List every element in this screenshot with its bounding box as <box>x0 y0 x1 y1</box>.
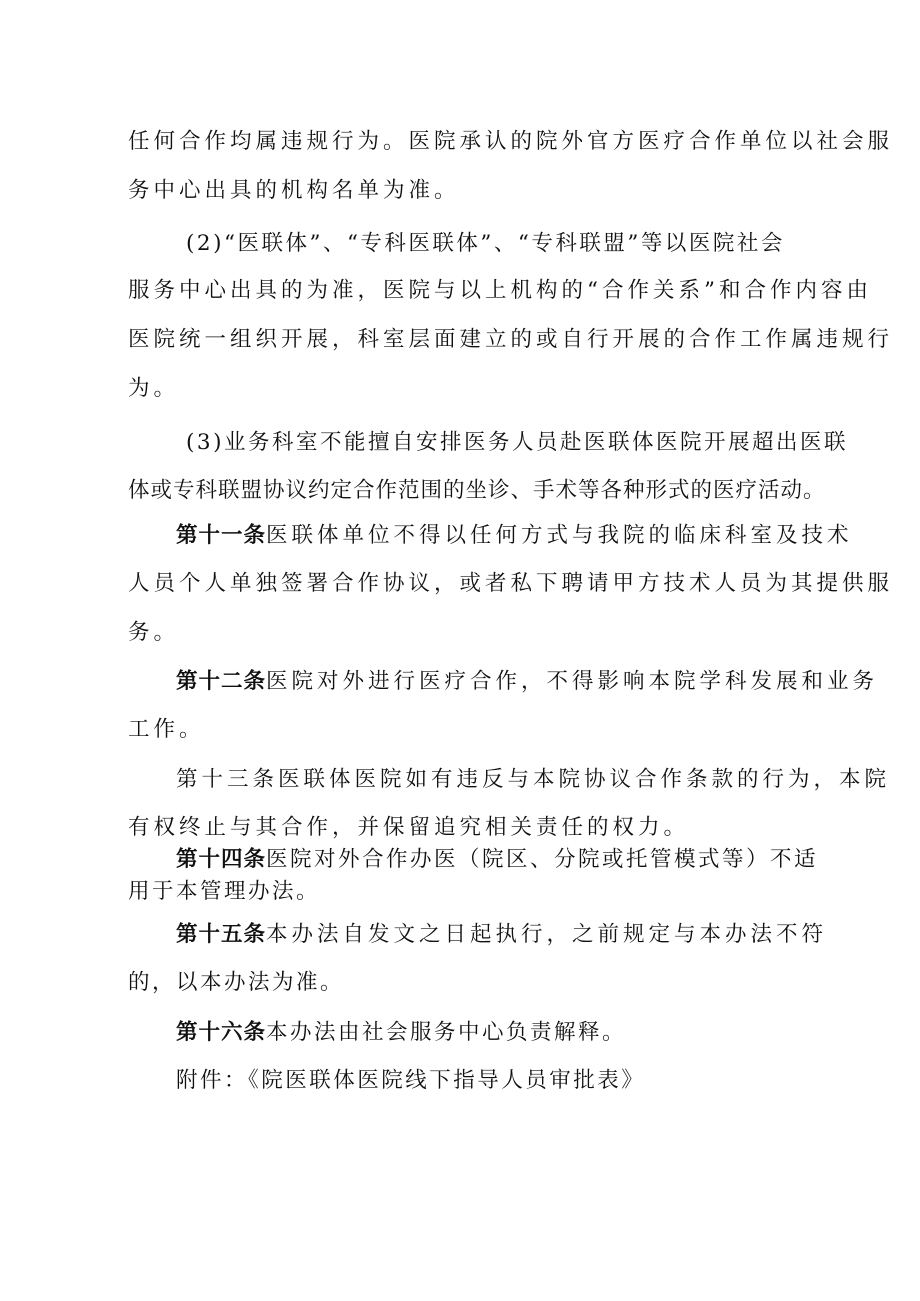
article-11-line <box>176 522 853 550</box>
article-text: 医院对外进行医疗合作，不得影响本院学科发展和业务 <box>266 669 879 694</box>
article-16-line <box>176 1019 626 1047</box>
paragraph-line: 为。 <box>128 376 180 401</box>
paragraph-line: 用于本管理办法。 <box>128 879 321 904</box>
attachment-note: 附件：《院医联体医院线下指导人员审批表》 <box>176 1068 646 1093</box>
paragraph-line: (2)“医联体”、“专科医联体”、“专科联盟”等以医院社会 <box>186 231 785 256</box>
article-text: 本办法自发文之日起执行，之前规定与本办法不符 <box>266 922 828 947</box>
paragraph-line: 体或专科联盟协议约定合作范围的坐诊、手术等各种形式的医疗活动。 <box>128 478 826 503</box>
paragraph-line: 服务中心出具的为准，医院与以上机构的“合作关系”和合作内容由 <box>128 278 872 303</box>
article-text: 本办法由社会服务中心负责解释。 <box>266 1020 627 1045</box>
article-title: 第十五条 <box>176 922 267 947</box>
article-text: 医联体单位不得以任何方式与我院的临床科室及技术 <box>266 523 853 548</box>
article-title: 第十二条 <box>176 669 267 694</box>
paragraph-line: (3)业务科室不能擅自安排医务人员赴医联体医院开展超出医联 <box>186 430 848 455</box>
article-14-line <box>176 846 818 874</box>
paragraph-line: 人员个人单独签署合作协议，或者私下聘请甲方技术人员为其提供服 <box>128 571 894 596</box>
paragraph-line: 有权终止与其合作，并保留追究相关责任的权力。 <box>128 815 690 840</box>
article-15-line <box>176 921 827 949</box>
article-title: 第十一条 <box>176 523 267 548</box>
paragraph-line: 任何合作均属违规行为。医院承认的院外官方医疗合作单位以社会服 <box>128 129 894 154</box>
paragraph-line: 务中心出具的机构名单为准。 <box>128 178 460 203</box>
paragraph-line: 的，以本办法为准。 <box>128 970 345 995</box>
paragraph-line: 第十三条医联体医院如有违反与本院协议合作条款的行为，本院 <box>176 767 891 792</box>
paragraph-line: 务。 <box>128 620 180 645</box>
article-title: 第十四条 <box>176 847 267 872</box>
paragraph-line: 医院统一组织开展，科室层面建立的或自行开展的合作工作属违规行 <box>128 327 894 352</box>
article-text: 医院对外合作办医（院区、分院或托管模式等）不适 <box>266 847 819 872</box>
article-title: 第十六条 <box>176 1020 267 1045</box>
article-12-line <box>176 668 878 696</box>
paragraph-line: 工作。 <box>128 717 205 742</box>
